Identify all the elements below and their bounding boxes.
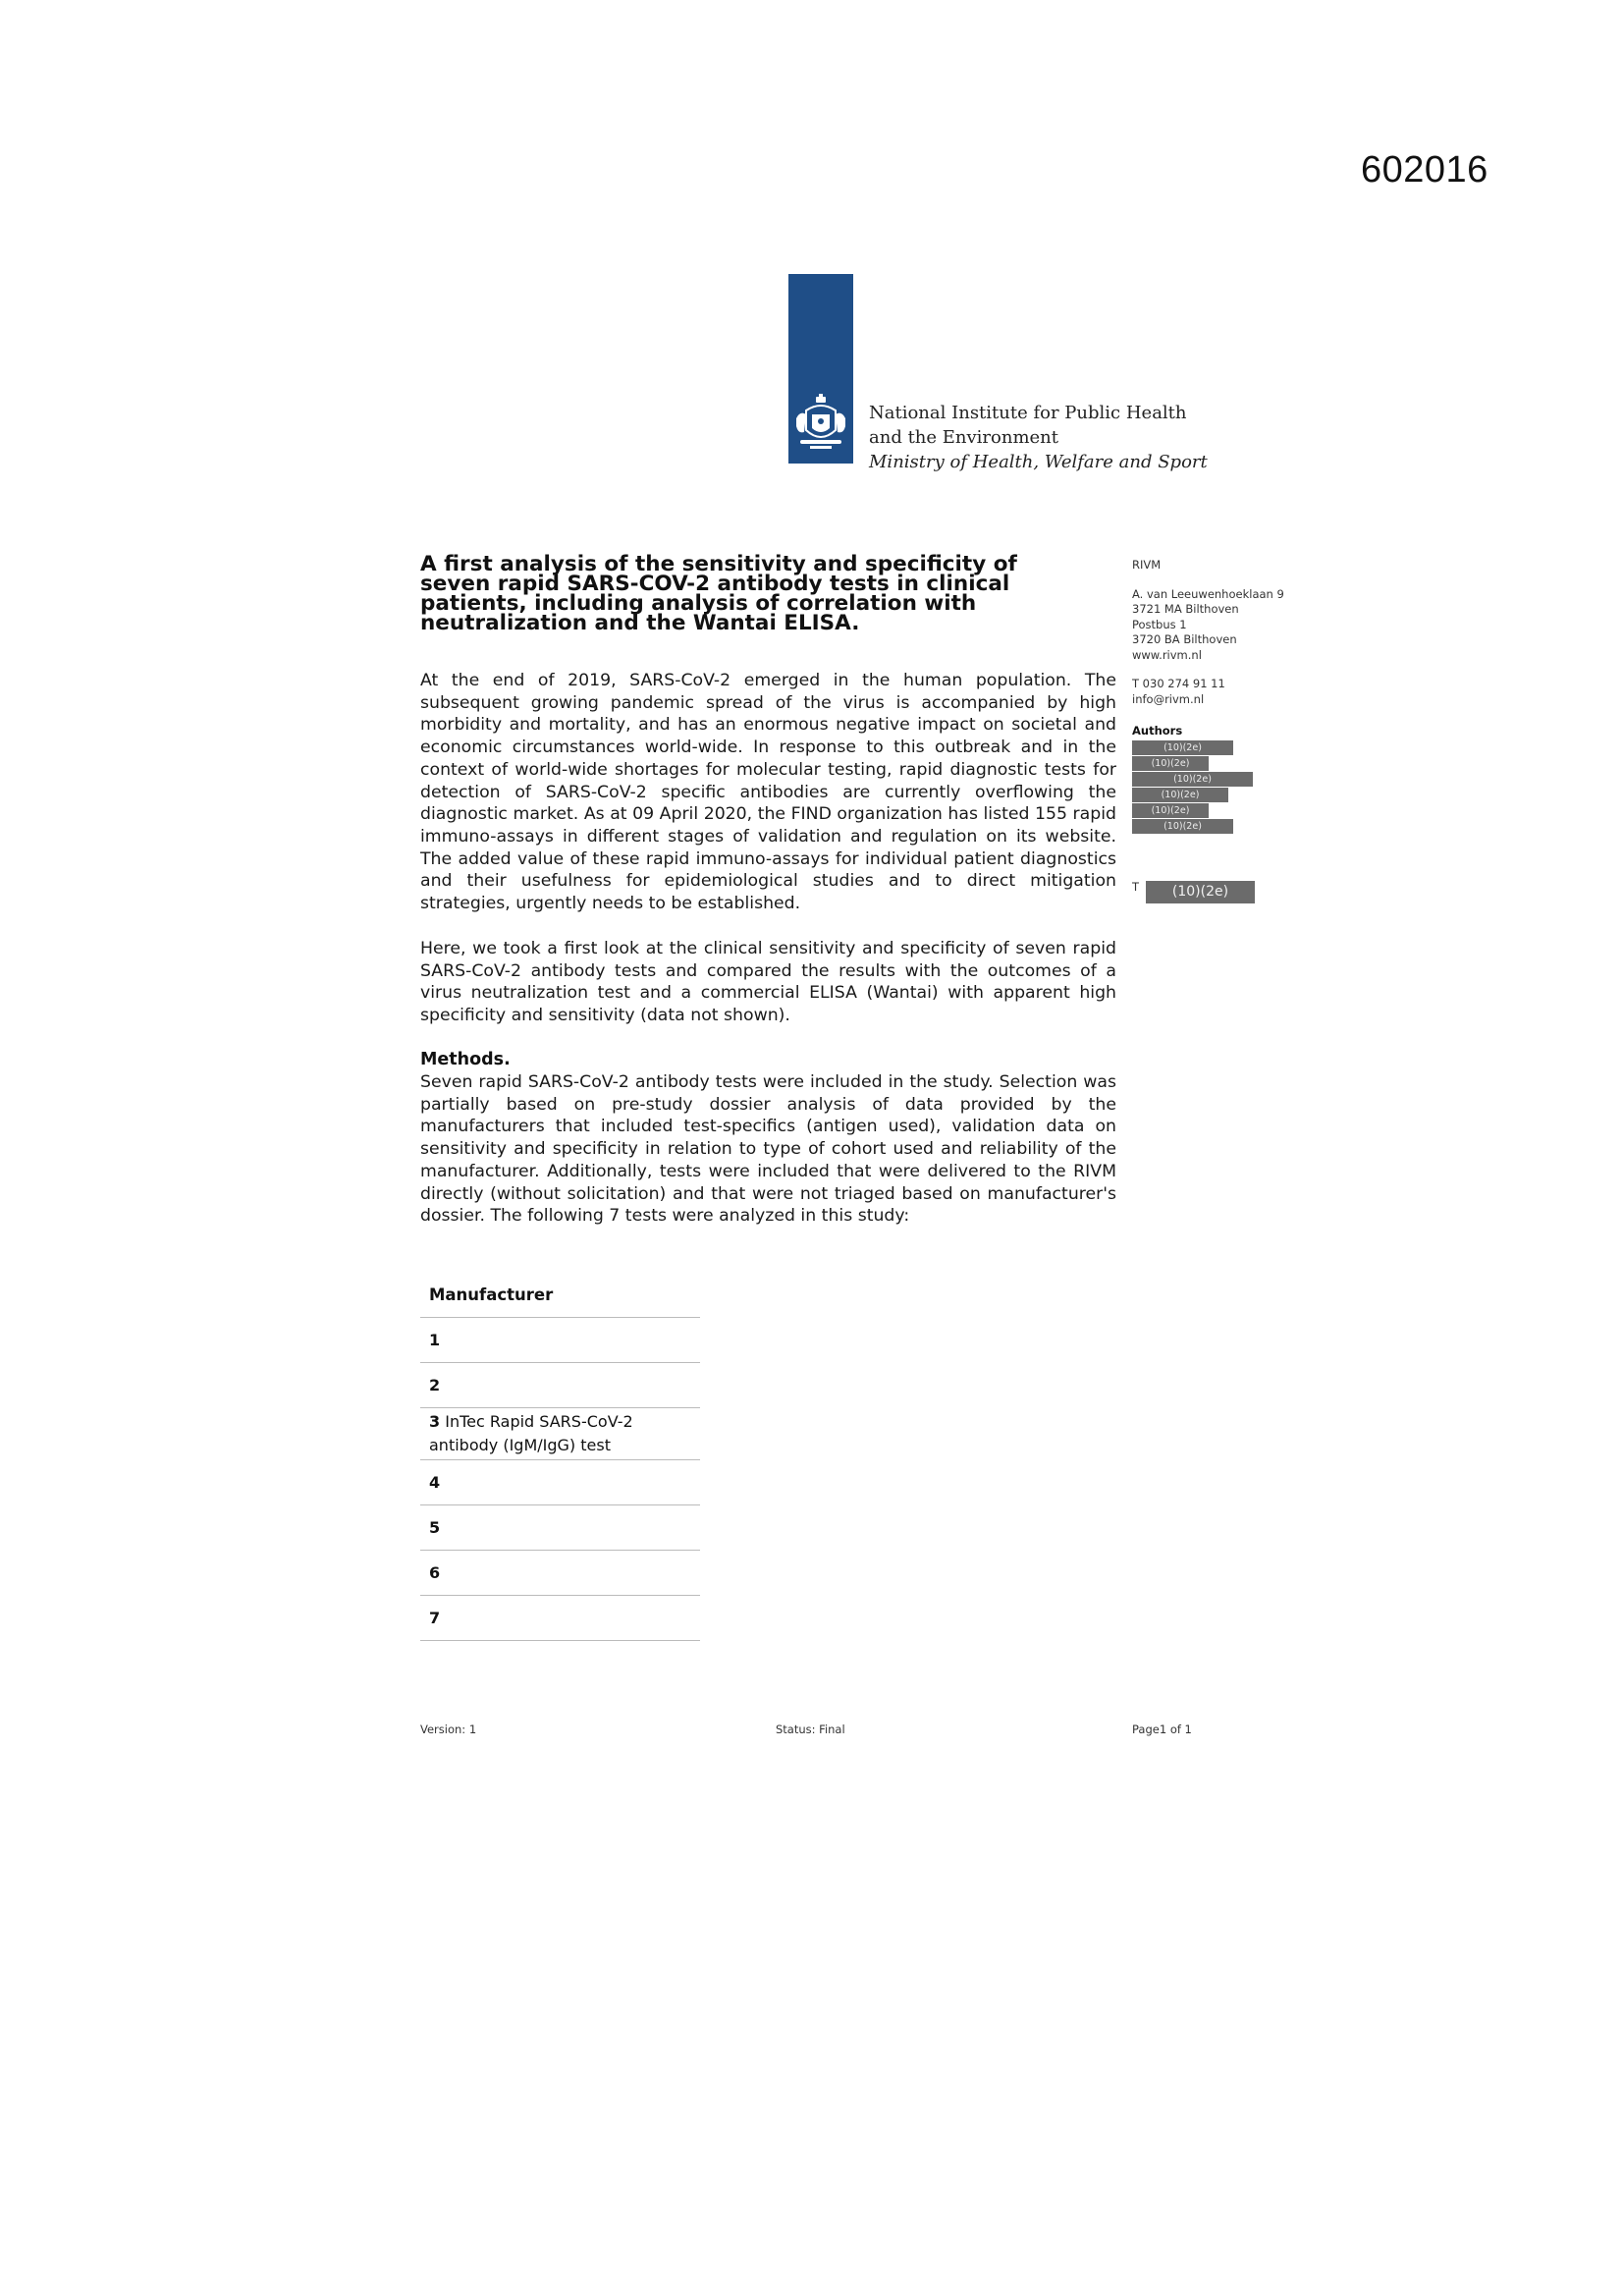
address-line: A. van Leeuwenhoeklaan 9	[1132, 586, 1284, 601]
table-cell	[420, 1318, 700, 1363]
sidebar-org: RIVM	[1132, 558, 1162, 572]
authors-label: Authors	[1132, 724, 1183, 738]
footer-page: Page1 of 1	[1132, 1722, 1192, 1736]
table-row	[420, 1596, 700, 1641]
sidebar-address	[1132, 587, 1309, 664]
table-row	[420, 1363, 700, 1408]
table-row	[420, 1408, 700, 1460]
author-phone-label: T	[1132, 880, 1140, 894]
table-cell	[420, 1460, 700, 1505]
institute-name	[869, 401, 1208, 474]
table-cell	[420, 1551, 700, 1596]
table-header-row	[420, 1273, 700, 1318]
table-row	[420, 1505, 700, 1551]
row-number: 2	[429, 1376, 441, 1394]
redacted-author: (10)(2e)	[1132, 756, 1209, 771]
row-number: 5	[429, 1518, 441, 1537]
institute-line-1: National Institute for Public Health	[869, 403, 1187, 423]
redacted-phone: (10)(2e)	[1146, 881, 1255, 903]
row-number: 4	[429, 1473, 441, 1492]
address-line: Postbus 1	[1132, 617, 1187, 631]
manufacturer-name: InTec Rapid SARS-CoV-2 antibody (IgM/IgG) test	[429, 1412, 633, 1454]
aim-paragraph: Here, we took a first look at the clinical sensitivity and specificity of seven rapid SARS-CoV-2 antibody tests and compared the results with the outcomes of a virus neutralization test and a commercial ELISA (Wantai) with apparent high specificity and sensitivity (data not shown).	[420, 939, 1116, 1026]
row-number: 7	[429, 1609, 441, 1627]
row-number: 6	[429, 1563, 441, 1582]
row-number: 1	[429, 1331, 441, 1349]
document-title: A first analysis of the sensitivity and specificity of seven rapid SARS-COV-2 antibody tests in clinical patients, including analysis of correlation with neutralization and the Wantai ELISA.	[420, 552, 1017, 635]
redacted-author: (10)(2e)	[1132, 803, 1209, 818]
crest-icon	[790, 393, 851, 454]
manufacturer-table	[420, 1273, 700, 1641]
table-row	[420, 1551, 700, 1596]
authors-redacted-list	[1132, 740, 1309, 834]
redacted-author: (10)(2e)	[1132, 788, 1228, 802]
table-row	[420, 1318, 700, 1363]
table-cell	[420, 1505, 700, 1551]
table-row	[420, 1460, 700, 1505]
address-line: 3720 BA Bilthoven	[1132, 632, 1237, 646]
table-header-manufacturer: Manufacturer	[420, 1273, 700, 1318]
table-cell	[420, 1363, 700, 1408]
document-number: 602016	[1361, 149, 1488, 191]
table-cell	[420, 1596, 700, 1641]
intro-paragraph: At the end of 2019, SARS-CoV-2 emerged in the human population. The subsequent growing pandemic spread of the virus is accompanied by high morbidity and mortality, and has an enormous negative impact on societal and economic circumstances world-wide. In response to this outbreak and in the context of world-wide shortages for molecular testing, rapid diagnostic tests for detection of SARS-CoV-2 specific antibodies are currently overflowing the diagnostic market. As at 09 April 2020, the FIND organization has listed 155 rapid immuno-assays in different stages of validation and regulation on its website. The added value of these rapid immuno-assays for individual patient diagnostics and their usefulness for epidemiological studies and to direct mitigation strategies, urgently needs to be established.	[420, 671, 1116, 914]
methods-heading: Methods.	[420, 1050, 511, 1069]
methods-paragraph: Seven rapid SARS-CoV-2 antibody tests were included in the study. Selection was partially based on pre-study dossier analysis of data provided by the manufacturers that included test-specifics (antigen used), validation data on sensitivity and specificity in relation to type of cohort used and reliability of the manufacturer. Additionally, tests were included that were delivered to the RIVM directly (without solicitation) and that were not triaged based on manufacturer's dossier. The following 7 tests were analyzed in this study:	[420, 1072, 1116, 1227]
sidebar-contact	[1132, 677, 1309, 707]
email-link[interactable]: info@rivm.nl	[1132, 691, 1205, 706]
footer-version: Version: 1	[420, 1722, 477, 1736]
redacted-author: (10)(2e)	[1132, 740, 1233, 755]
phone-number: T 030 274 91 11	[1132, 677, 1225, 690]
website-link[interactable]: www.rivm.nl	[1132, 647, 1202, 662]
sidebar-info	[1132, 558, 1309, 835]
table-cell	[420, 1408, 700, 1460]
address-line: 3721 MA Bilthoven	[1132, 602, 1239, 616]
row-number: 3	[429, 1412, 441, 1431]
ministry-line: Ministry of Health, Welfare and Sport	[869, 452, 1208, 472]
redacted-author: (10)(2e)	[1132, 819, 1233, 834]
footer-status: Status: Final	[776, 1722, 845, 1736]
institute-line-2: and the Environment	[869, 427, 1059, 448]
redacted-author: (10)(2e)	[1132, 772, 1253, 787]
